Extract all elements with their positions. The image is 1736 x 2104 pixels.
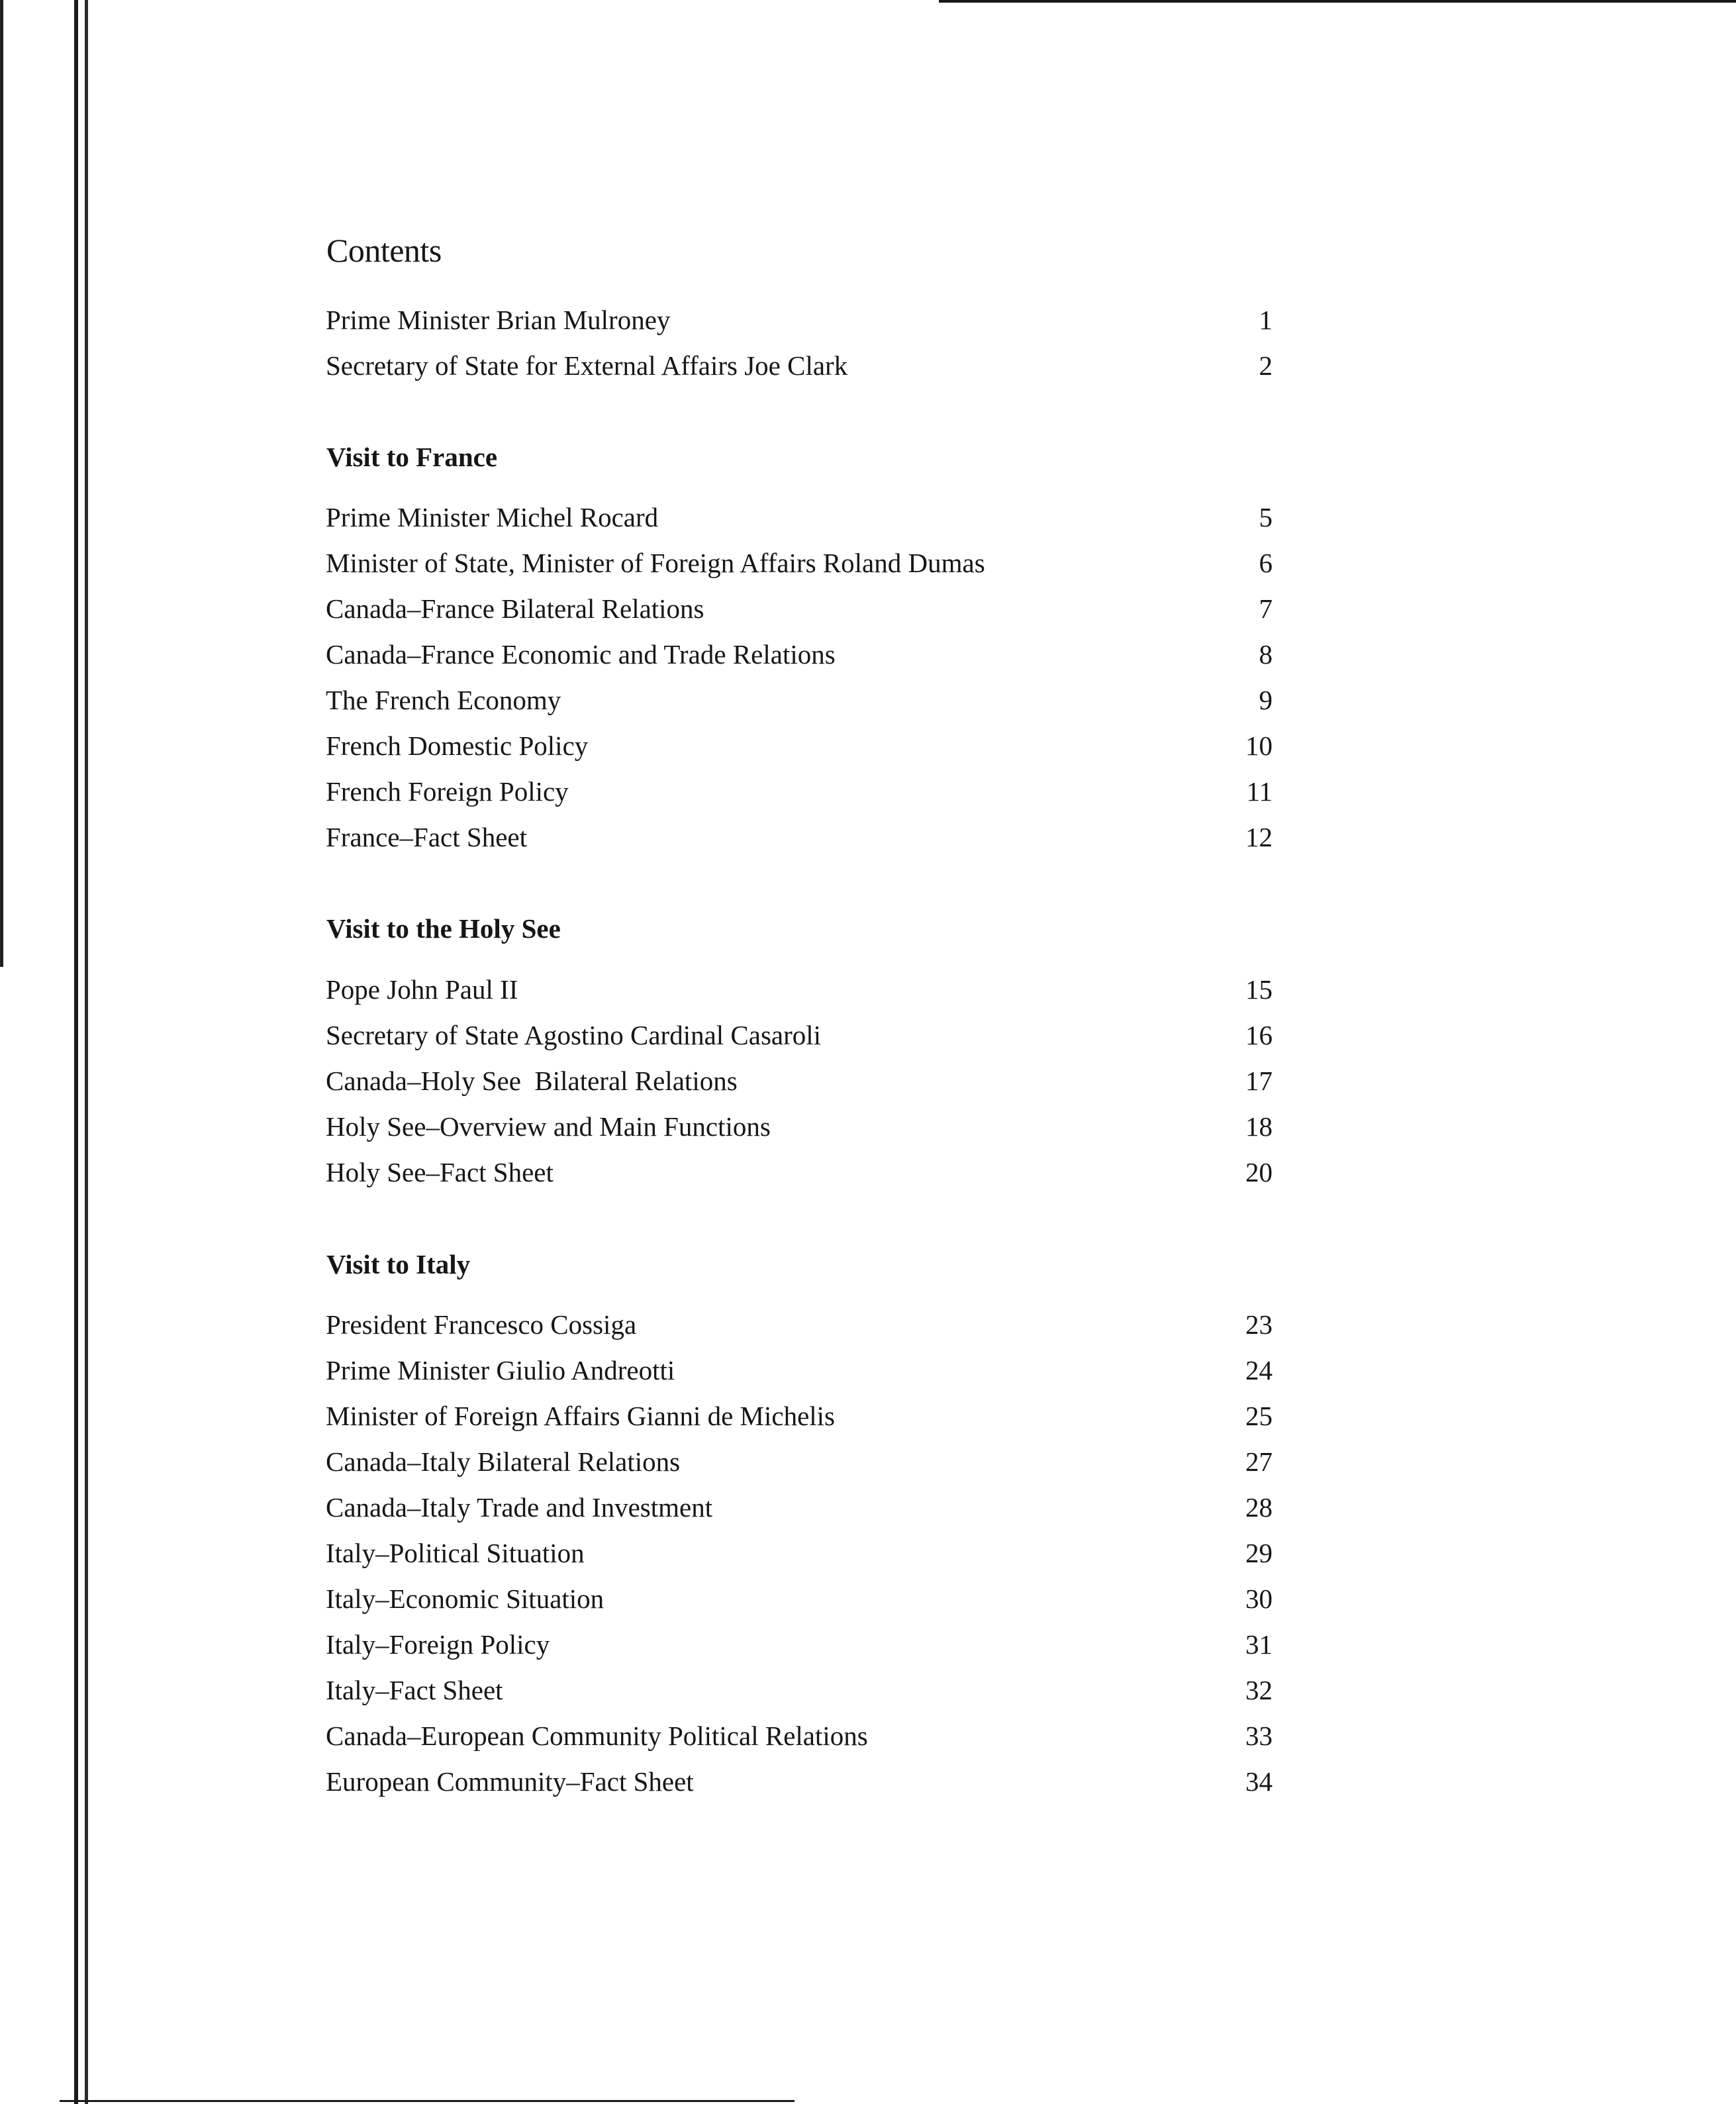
- toc-entry: [326, 1580, 1273, 1617]
- toc-entry-title: European Community–Fact Sheet: [326, 1766, 694, 1797]
- toc-entry: [326, 1672, 1273, 1709]
- toc-entry-title: France–Fact Sheet: [326, 822, 527, 852]
- section-heading-italy: Visit to Italy: [326, 1249, 471, 1279]
- toc-entry-page: 7: [1259, 593, 1273, 624]
- toc-entry: [326, 1306, 1273, 1343]
- toc-entry-page: 9: [1259, 685, 1273, 715]
- toc-entry-page: 6: [1259, 548, 1273, 578]
- toc-entry-page: 30: [1245, 1583, 1273, 1614]
- toc-entry-page: 29: [1245, 1538, 1273, 1568]
- toc-entry-title: French Foreign Policy: [326, 776, 569, 807]
- toc-entry: [326, 1763, 1273, 1800]
- section-heading-france: Visit to France: [326, 442, 498, 472]
- toc-entry-page: 8: [1259, 639, 1273, 670]
- toc-entry-title: Secretary of State for External Affairs Joe Clark: [326, 350, 848, 381]
- toc-entry-page: 2: [1259, 350, 1273, 381]
- toc-entry-page: 15: [1245, 974, 1273, 1005]
- toc-entry-page: 5: [1259, 502, 1273, 532]
- toc-entry: [326, 636, 1273, 673]
- toc-entry-page: 10: [1245, 730, 1273, 761]
- toc-entry-title: French Domestic Policy: [326, 730, 589, 761]
- page-title: Contents: [326, 232, 442, 269]
- toc-entry: [326, 347, 1273, 384]
- toc-entry: [326, 1626, 1273, 1663]
- toc-entry-title: Minister of State, Minister of Foreign Affairs Roland Dumas: [326, 548, 985, 578]
- toc-entry-title: Canada–Italy Trade and Investment: [326, 1492, 713, 1523]
- toc-entry: [326, 819, 1273, 856]
- toc-entry: [326, 544, 1273, 581]
- toc-entry: [326, 1717, 1273, 1754]
- toc-entry: [326, 590, 1273, 627]
- toc-entry-title: Italy–Economic Situation: [326, 1583, 604, 1614]
- scan-top-rule: [939, 0, 1736, 3]
- toc-entry-page: 17: [1245, 1066, 1273, 1096]
- toc-entry-page: 34: [1245, 1766, 1273, 1797]
- toc-entry: [326, 499, 1273, 536]
- toc-entry-page: 27: [1245, 1446, 1273, 1477]
- toc-entry-page: 25: [1245, 1401, 1273, 1431]
- toc-entry: [326, 681, 1273, 719]
- toc-entry: [326, 1154, 1273, 1191]
- toc-entry: [326, 1443, 1273, 1480]
- toc-entry-title: Pope John Paul II: [326, 974, 518, 1005]
- scan-edge-outer: [0, 0, 3, 967]
- toc-entry-page: 16: [1245, 1020, 1273, 1050]
- toc-entry-title: President Francesco Cossiga: [326, 1309, 637, 1340]
- toc-entry: [326, 1397, 1273, 1434]
- toc-entry: [326, 1489, 1273, 1526]
- toc-entry-title: Italy–Political Situation: [326, 1538, 585, 1568]
- scan-binding-edge-inner: [85, 0, 88, 2104]
- toc-entry: [326, 1108, 1273, 1145]
- toc-entry: [326, 971, 1273, 1008]
- toc-entry-page: 32: [1245, 1675, 1273, 1705]
- toc-entry-title: Canada–France Economic and Trade Relations: [326, 639, 836, 670]
- toc-entry-page: 11: [1246, 776, 1273, 807]
- toc-entry-title: Prime Minister Brian Mulroney: [326, 305, 671, 335]
- toc-entry: [326, 727, 1273, 764]
- toc-entry: [326, 1352, 1273, 1389]
- toc-entry: [326, 1017, 1273, 1054]
- toc-entry-title: Secretary of State Agostino Cardinal Casaroli: [326, 1020, 822, 1050]
- toc-entry-page: 12: [1245, 822, 1273, 852]
- toc-entry: [326, 301, 1273, 338]
- scan-bottom-rule: [60, 2100, 795, 2102]
- toc-entry-page: 28: [1245, 1492, 1273, 1523]
- toc-entry: [326, 773, 1273, 810]
- toc-entry-page: 33: [1245, 1721, 1273, 1751]
- toc-entry-page: 20: [1245, 1157, 1273, 1187]
- toc-entry-title: Canada–European Community Political Relations: [326, 1721, 868, 1751]
- toc-entry-title: Italy–Foreign Policy: [326, 1629, 550, 1660]
- toc-entry-page: 18: [1245, 1111, 1273, 1142]
- toc-entry-title: Canada–Italy Bilateral Relations: [326, 1446, 681, 1477]
- scan-binding-edge: [74, 0, 78, 2104]
- toc-entry-page: 24: [1245, 1355, 1273, 1385]
- toc-entry-page: 31: [1245, 1629, 1273, 1660]
- toc-entry-title: Canada–Holy See Bilateral Relations: [326, 1066, 738, 1096]
- toc-entry-title: Italy–Fact Sheet: [326, 1675, 503, 1705]
- toc-entry: [326, 1534, 1273, 1572]
- toc-entry-page: 1: [1259, 305, 1273, 335]
- toc-entry-title: The French Economy: [326, 685, 561, 715]
- toc-entry-title: Holy See–Overview and Main Functions: [326, 1111, 771, 1142]
- toc-entry-title: Prime Minister Michel Rocard: [326, 502, 659, 532]
- toc-entry-title: Prime Minister Giulio Andreotti: [326, 1355, 675, 1385]
- toc-entry-title: Holy See–Fact Sheet: [326, 1157, 554, 1187]
- toc-entry-title: Canada–France Bilateral Relations: [326, 593, 704, 624]
- section-heading-holy-see: Visit to the Holy See: [326, 913, 561, 944]
- toc-entry: [326, 1062, 1273, 1099]
- toc-entry-title: Minister of Foreign Affairs Gianni de Michelis: [326, 1401, 836, 1431]
- toc-entry-page: 23: [1245, 1309, 1273, 1340]
